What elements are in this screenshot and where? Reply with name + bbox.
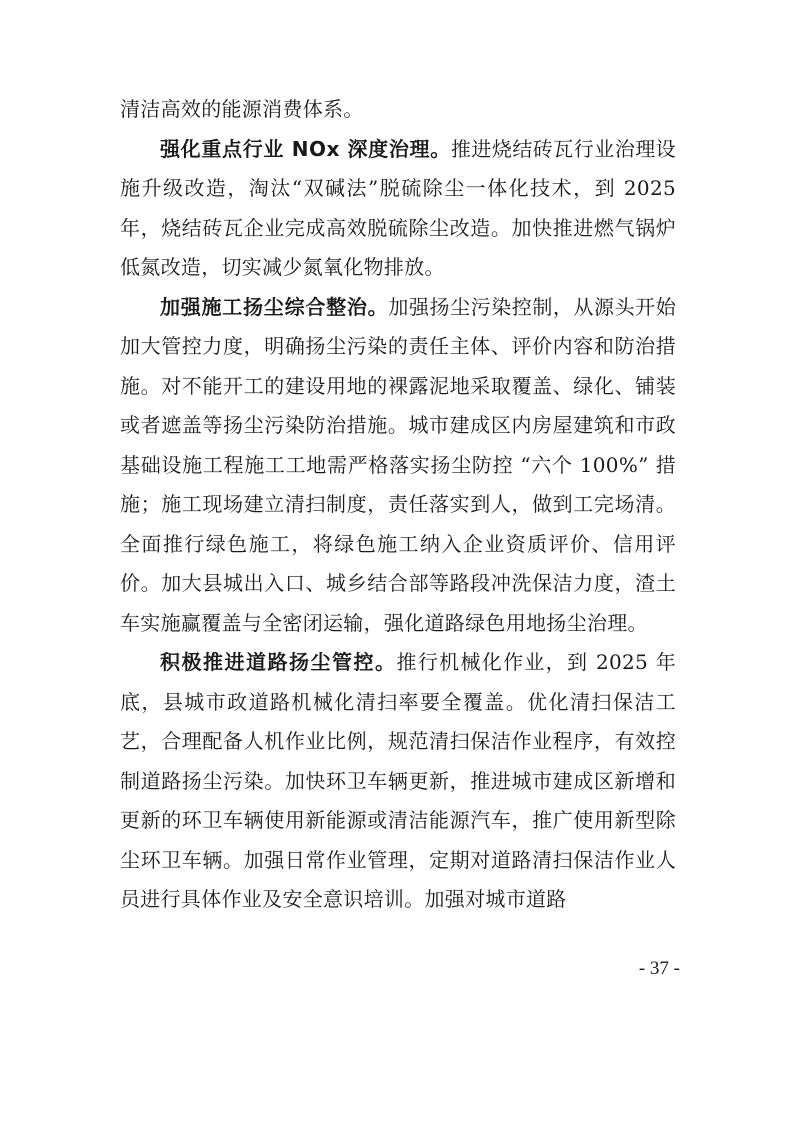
body-text [120,90,676,920]
paragraph-heading: 强化重点行业 NOx 深度治理。 [160,136,451,161]
paragraph-text: 清洁高效的能源消费体系。 [120,97,364,121]
paragraph-road-dust [120,643,676,920]
page-number: - 37 - [638,958,680,979]
paragraph-heading: 积极推进道路扬尘管控。 [160,650,397,674]
paragraph-heading: 加强施工扬尘综合整治。 [160,294,389,319]
paragraph-construction-dust [120,288,676,644]
paragraph-text: 加强扬尘污染控制，从源头开始加大管控力度，明确扬尘污染的责任主体、评价内容和防治措施。对不能开工的建设用地的裸露泥地采取覆盖、绿化、铺装或者遮盖等扬尘污染防治措施。城市建成区内房屋建筑和市政基础设施工程施工工地需严格落实扬尘防控 “六个 100%” 措施；施工现场建立清扫制度，责任落实到人，做到工完场清。全面推行绿色施工，将绿色施工纳入企业资质评价、信用评价。加大县城出入口、城乡结合部等路段冲洗保洁力度，渣土车实施赢覆盖与全密闭运输，强化道路绿色用地扬尘治理。 [120,294,677,635]
paragraph-text: 推行机械化作业，到 2025 年底，县城市政道路机械化清扫率要全覆盖。优化清扫保洁工艺，合理配备人机作业比例，规范清扫保洁作业程序，有效控制道路扬尘污染。加快环卫车辆更新，推进城市建成区新增和更新的环卫车辆使用新能源或清洁能源汽车，推广使用新型除尘环卫车辆。加强日常作业管理，定期对道路清扫保洁作业人员进行具体作业及安全意识培训。加强对城市道路 [120,650,676,911]
paragraph-continuation [120,90,676,130]
paragraph-nox-treatment [120,130,676,288]
paragraph-text: 推进烧结砖瓦行业治理设施升级改造，淘汰“双碱法”脱硫除尘一体化技术，到 2025 年，烧结砖瓦企业完成高效脱硫除尘改造。加快推进燃气锅炉低氮改造，切实减少氮氧化物排放。 [120,136,676,279]
